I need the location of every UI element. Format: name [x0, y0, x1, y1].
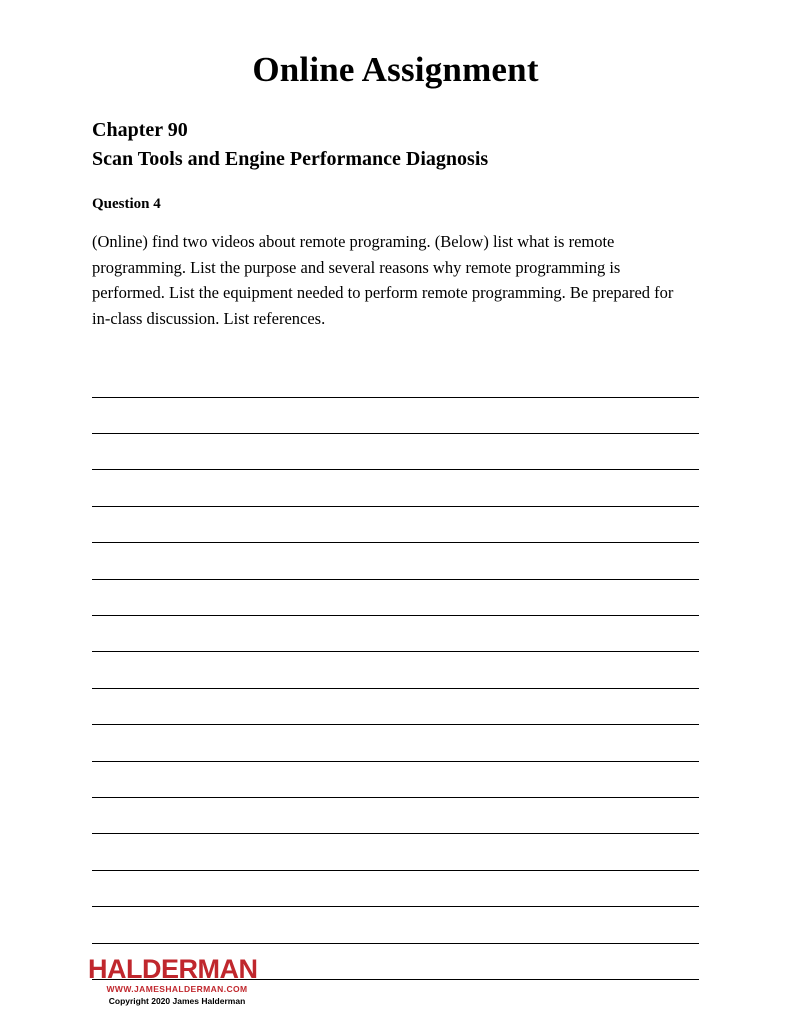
- question-prompt: (Online) find two videos about remote programing. (Below) list what is remote programming. List the purpose and several reasons why remote programming is performed. List the equipment needed to perform remote programming. Be prepared for in-class discussion. List references.: [92, 232, 674, 328]
- answer-line[interactable]: [92, 507, 699, 543]
- question-label: Question 4: [92, 196, 161, 212]
- answer-line[interactable]: [92, 762, 699, 798]
- answer-line[interactable]: [92, 871, 699, 907]
- answer-line[interactable]: [92, 470, 699, 506]
- answer-line[interactable]: [92, 798, 699, 834]
- chapter-number: Chapter 90: [92, 119, 188, 141]
- answer-line[interactable]: [92, 652, 699, 688]
- footer-copyright: Copyright 2020 James Halderman: [108, 996, 246, 1006]
- chapter-title: Scan Tools and Engine Performance Diagnosis: [92, 148, 489, 170]
- answer-line[interactable]: [92, 543, 699, 579]
- answer-line[interactable]: [92, 725, 699, 761]
- answer-line[interactable]: [92, 616, 699, 652]
- answer-line[interactable]: [92, 689, 699, 725]
- footer: [88, 956, 388, 1006]
- page-title: Online Assignment: [252, 50, 539, 89]
- answer-line[interactable]: [92, 907, 699, 943]
- answer-lines: [0, 361, 791, 980]
- answer-line[interactable]: [92, 580, 699, 616]
- answer-line[interactable]: [92, 361, 699, 397]
- answer-line[interactable]: [92, 434, 699, 470]
- footer-website: WWW.JAMESHALDERMAN.COM: [106, 984, 248, 994]
- answer-line[interactable]: [92, 834, 699, 870]
- chapter-heading: [0, 116, 791, 174]
- answer-line[interactable]: [92, 398, 699, 434]
- halderman-logo: HALDERMAN: [88, 954, 258, 984]
